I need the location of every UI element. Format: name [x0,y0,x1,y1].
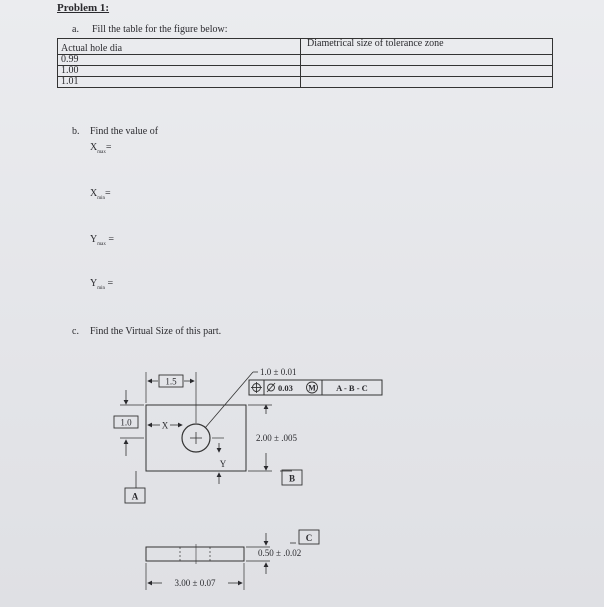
side-view-outline [146,547,244,561]
table-cell-hole-dia: 1.00 [58,66,301,77]
table-header-actual-hole-dia: Actual hole dia [58,39,301,55]
datum-a: A [131,491,139,502]
fcf-tolerance: 0.03 [278,383,293,393]
label-y: Y [219,459,227,469]
thickness-dim: 0.50 ± .0.02 [258,548,302,558]
datum-c: C [305,533,313,543]
height-dim: 2.00 ± .005 [256,433,297,443]
y-max-label: $Y_{max}$ = [90,234,114,247]
part-c-letter: c. [72,326,79,337]
part-b-letter: b. [72,126,80,137]
datum-b: B [288,473,296,484]
feature-control-frame [249,380,382,395]
length-dim: 3.00 ± 0.07 [174,578,216,588]
part-c-text: Find the Virtual Size of this part. [90,326,222,337]
y-min-label: $Y_{min}$ = [90,278,114,291]
table-cell-hole-dia: 0.99 [58,55,301,66]
fcf-modifier: M [308,383,316,393]
part-b-text: Find the value of [90,126,159,137]
basic-dim-y: 1.0 [120,417,132,428]
diameter-symbol-icon [267,383,275,392]
problem-title: Problem 1: [57,2,110,14]
x-max-label: $X_{max}=$ [90,142,112,155]
fcf-datums: A - B - C [336,383,368,393]
basic-dim-x: 1.5 [165,376,177,387]
hole-size-dim: 1.0 ± 0.01 [260,367,297,377]
part-a-letter: a. [72,24,79,35]
label-x: X [161,420,169,431]
x-min-label: $X_{min}=$ [90,188,111,201]
table-header-tolerance-zone: Diametrical size of tolerance zone [301,39,553,55]
position-symbol-icon [251,382,262,393]
part-a-text: Fill the table for the figure below: [92,24,228,35]
table-cell-hole-dia: 1.01 [58,77,301,88]
